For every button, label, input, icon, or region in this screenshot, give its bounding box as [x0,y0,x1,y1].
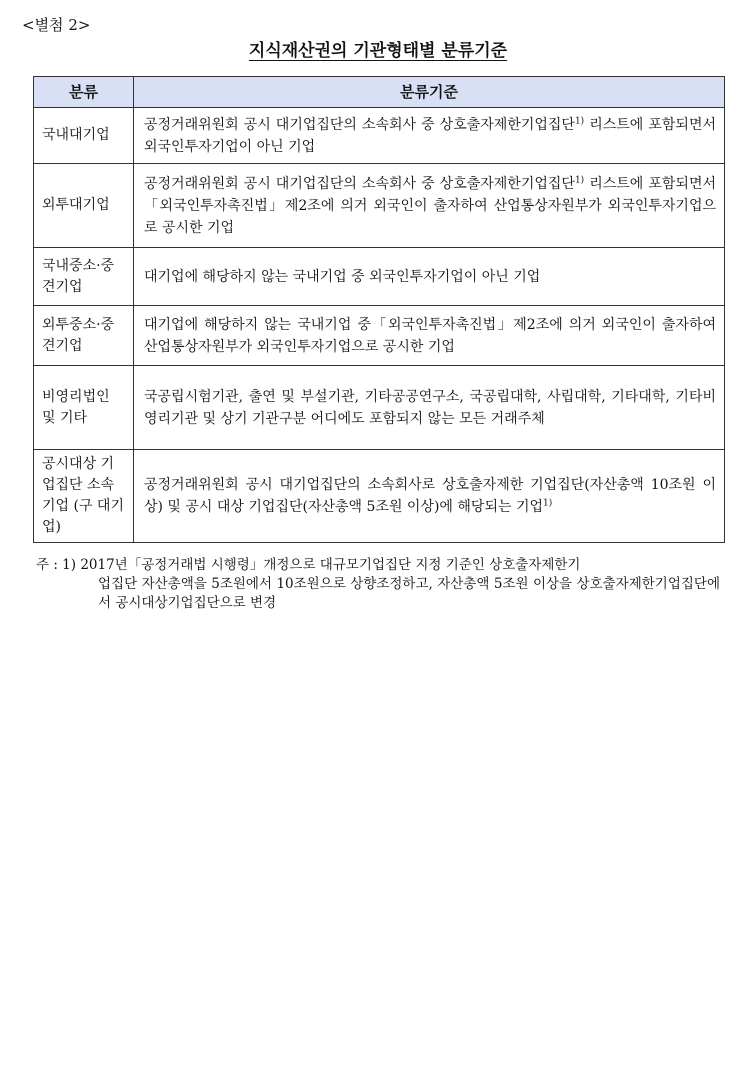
footnote-first-line [36,556,720,575]
criteria-cell [134,450,725,543]
criteria-cell [134,164,725,248]
document-title: 지식재산권의 기관형태별 분류기준 [248,41,508,61]
footnote-text-rest: 업집단 자산총액을 5조원에서 10조원으로 상향조정하고, 자산총액 5조원 이상을 상호출자제한기업집단에서 공시대상기업집단으로 변경 [98,576,720,611]
header-category: 분류 [34,77,134,108]
category-cell: 외투대기업 [34,164,134,248]
category-cell: 국내중소·중견기업 [34,248,134,306]
table-row [34,306,725,366]
footnote [36,556,720,613]
criteria-cell: 국공립시험기관, 출연 및 부설기관, 기타공공연구소, 국공립대학, 사립대학, 기타대학, 기타비영리기관 및 상기 기관구분 어디에도 포함되지 않는 모든 거래주체 [134,366,725,450]
footnote-mark: 1) [574,174,585,185]
table-row [34,248,725,306]
criteria-cell [134,108,725,164]
category-cell: 공시대상 기업집단 소속 기업 (구 대기업) [34,450,134,543]
category-cell: 비영리법인 및 기타 [34,366,134,450]
header-criteria: 분류기준 [134,77,725,108]
criteria-text: 공정거래위원회 공시 대기업집단의 소속회사 중 상호출자제한기업집단 [144,175,575,192]
criteria-text: 공정거래위원회 공시 대기업집단의 소속회사 중 상호출자제한기업집단 [144,116,575,133]
table-row [34,164,725,248]
criteria-text-cont: 리스트에 포함되면서「외국인투자촉진법」제2조에 의거 외국인이 출자하여 산업통상자원부가 외국인투자기업으로 공시한 기업 [144,175,716,236]
classification-table [33,76,725,543]
category-cell: 외투중소·중견기업 [34,306,134,366]
criteria-text-cont: 리스트에 포함되면서 외국인투자기업이 아닌 기업 [144,116,716,155]
footnote-label: 주 : 1) [36,557,77,573]
attachment-label: <별첨 2> [22,16,91,34]
criteria-cell: 대기업에 해당하지 않는 국내기업 중「외국인투자촉진법」제2조에 의거 외국인이 출자하여 산업통상자원부가 외국인투자기업으로 공시한 기업 [134,306,725,366]
footnote-mark: 1) [574,115,585,126]
document-title-wrap [0,36,756,61]
criteria-text: 공정거래위원회 공시 대기업집단의 소속회사로 상호출자제한 기업집단(자산총액 10조원 이상) 및 공시 대상 기업집단(자산총액 5조원 이상)에 해당되는 기업 [144,477,716,515]
category-cell: 국내대기업 [34,108,134,164]
table-header-row [34,77,725,108]
criteria-cell: 대기업에 해당하지 않는 국내기업 중 외국인투자기업이 아닌 기업 [134,248,725,306]
footnote-mark: 1) [543,498,553,509]
table-row [34,108,725,164]
footnote-text-line1: 2017년「공정거래법 시행령」개정으로 대규모기업집단 지정 기준인 상호출자제한기 [80,557,581,573]
table-row [34,366,725,450]
table-row [34,450,725,543]
